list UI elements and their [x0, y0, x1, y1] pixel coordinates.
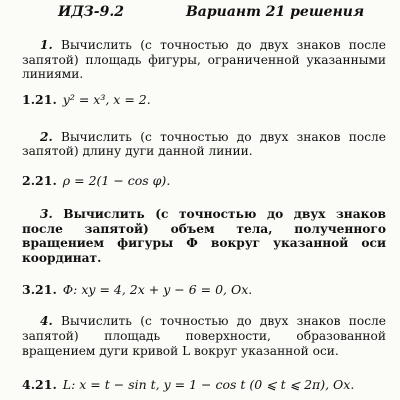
task-1-formula-line — [22, 92, 386, 108]
task-4-text: Вычислить (с точностью до двух знаков после запятой) площадь поверхности, образованной вращением дуги кривой L вокруг указанной оси. — [22, 314, 386, 358]
task-3-statement — [22, 207, 386, 265]
task-1-text: Вычислить (с точностью до двух знаков после запятой) площадь фигуры, ограниченной указанными линиями. — [22, 38, 386, 82]
task-2-number: 2. — [40, 129, 53, 144]
task-2-text: Вычислить (с точностью до двух знаков после запятой) длину дуги данной линии. — [22, 129, 386, 159]
task-2-formula: ρ = 2(1 − cos φ). — [62, 172, 171, 188]
task-3-text: Вычислить (с точностью до двух знаков после запятой) объем тела, полученного вращением фигуры Ф вокруг указанной оси координат. — [22, 206, 386, 265]
task-3-formula: Ф: xy = 4, 2x + y − 6 = 0, Ox. — [62, 282, 253, 298]
task-2-statement — [22, 130, 386, 159]
task-2-label: 2.21. — [22, 172, 57, 188]
assignment-code: ИДЗ-9.2 — [58, 4, 124, 20]
task-1-statement — [22, 38, 386, 82]
task-3-number: 3. — [40, 206, 53, 221]
task-4-formula: L: x = t − sin t, y = 1 − cos t (0 ⩽ t ⩽ 2π), Ox. — [62, 377, 355, 393]
task-3-formula-line — [22, 282, 386, 298]
task-4-formula-line — [22, 377, 386, 393]
task-2-formula-line — [22, 173, 386, 189]
task-1-number: 1. — [40, 38, 53, 52]
task-4-number: 4. — [40, 314, 53, 329]
task-4-statement — [22, 314, 386, 358]
variant-title: Вариант 21 решения — [185, 4, 365, 20]
document-header — [22, 0, 386, 22]
task-4-label: 4.21. — [22, 377, 57, 393]
task-1-label: 1.21. — [22, 91, 57, 107]
task-1-formula: y² = x³, x = 2. — [62, 91, 151, 107]
task-3-label: 3.21. — [22, 282, 57, 298]
